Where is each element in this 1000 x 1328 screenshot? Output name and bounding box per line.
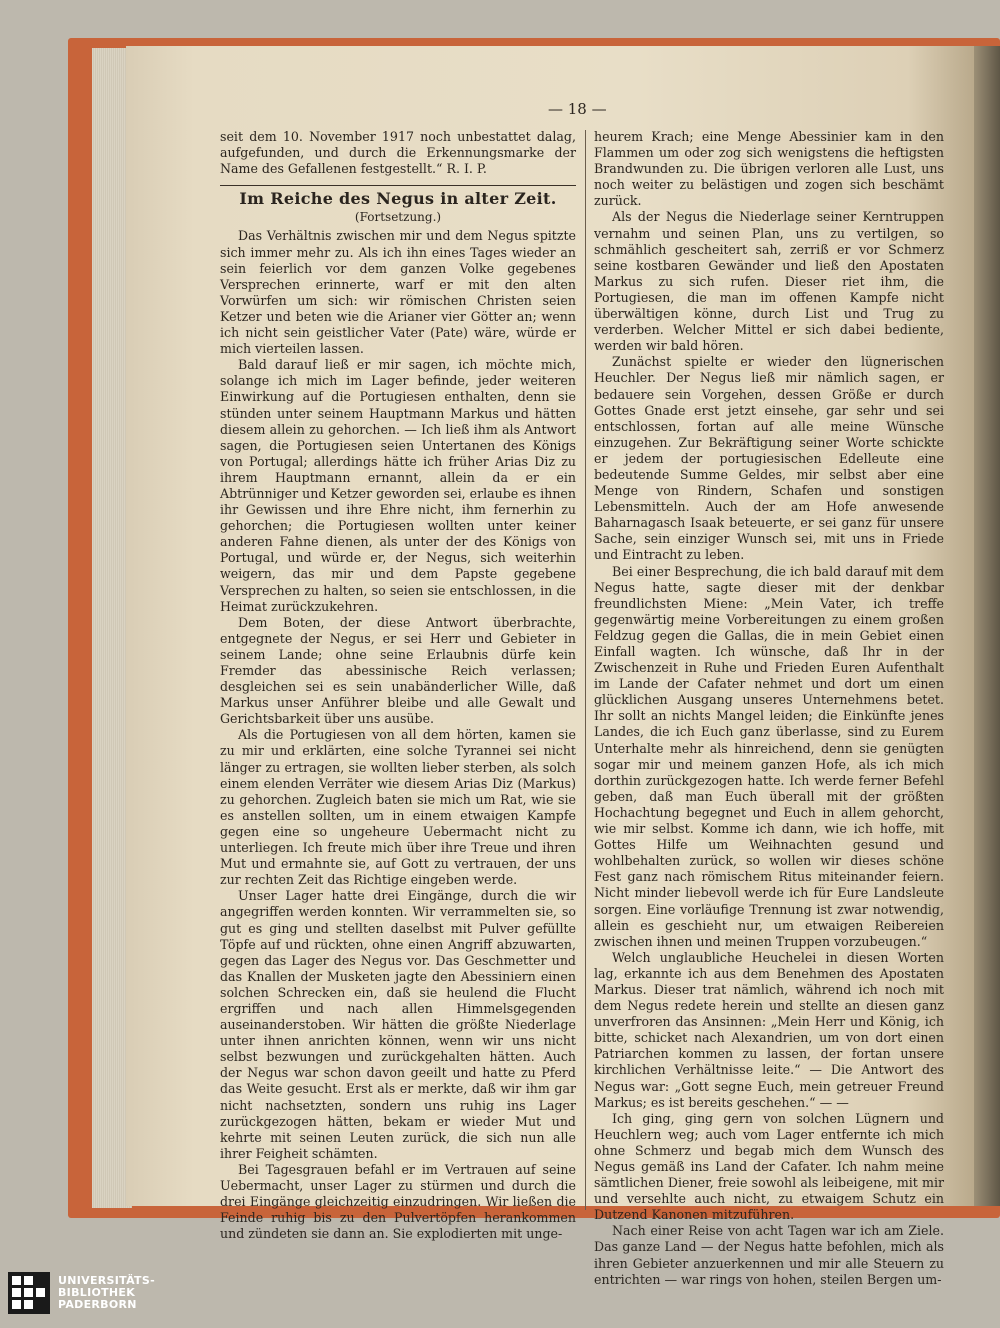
intro-paragraph: seit dem 10. November 1917 noch unbestattet dalag, aufgefunden, und durch die Erkennungsmarke der Name des Gefallenen festgestellt.“ R. I. P.	[220, 129, 576, 177]
paragraph: heurem Krach; eine Menge Abessinier kam in den Flammen um oder zog sich wenigstens die heftigsten Brandwunden zu. Die übrigen verloren alle Lust, uns noch weiter zu belästigen und zogen sich beschämt zurück.	[594, 129, 944, 209]
paragraph: Dem Boten, der diese Antwort überbrachte, entgegnete der Negus, er sei Herr und Gebieter in seinem Lande; ohne seine Erlaubnis dürfe kein Fremder das abessinische Reich verlassen; desgleichen sei es sein unabänderlicher Wille, daß Markus unser Anführer bleibe und alle Gewalt und Gerichtsbarkeit über uns ausübe.	[220, 614, 576, 727]
left-column	[220, 129, 576, 1242]
column-divider	[585, 130, 586, 1210]
paragraph: Bei einer Besprechung, die ich bald darauf mit dem Negus hatte, sagte dieser mit der denkbar freundlichsten Miene: „Mein Vater, ich treffe gegenwärtig meine Vorbereitungen zu einem großen Feldzug gegen die Gallas, die in mein Gebiet einen Einfall wagten. Ich wünsche, daß Ihr in der Zwischenzeit in Ruhe und Frieden Euren Aufenthalt im Lande der Cafater nehmet und dort um einen glücklichen Ausgang unseres Unternehmens betet. Ihr sollt an nichts Mangel leiden; die Einkünfte jenes Landes, die ich Euch ganz überlasse, sind zu Eurem Unterhalte mehr als hinreichend, denn sie genügten sogar mir und meinem ganzen Hofe, als ich mich dorthin zurückgezogen hatte. Ich werde ferner Befehl geben, daß man Euch überall mit der größten Hochachtung begegnet und Euch in allem gehorcht, wie mir selbst. Komme ich dann, wie ich hoffe, mit Gottes Hilfe um Weihnachten gesund und wohlbehalten zurück, so wollen wir dieses schöne Fest ganz nach römischem Ritus miteinander feiern. Nicht minder liebevoll werde ich für Eure Landsleute sorgen. Eine vorläufige Trennung ist zwar notwendig, allein es geschieht nur, um etwaigen Reibereien zwischen ihnen und meinen Truppen vorzubeugen.“	[594, 563, 944, 949]
paragraph: Das Verhältnis zwischen mir und dem Negus spitzte sich immer mehr zu. Als ich ihn eines Tages wieder an sein feierlich vor dem ganzen Volke gegebenes Versprechen erinnerte, warf er mit den alten Vorwürfen um sich: wir römischen Christen seien Ketzer und beten wie die Arianer vier Götter an; wenn ich nicht sein geistlicher Vater (Pate) wäre, würde er mich vierteilen lassen.	[220, 228, 576, 357]
paragraph: Als der Negus die Niederlage seiner Kerntruppen vernahm und seinen Plan, uns zu vertilgen, so schmählich gescheitert sah, zerriß er vor Schmerz seine kostbaren Gewänder und ließ den Apostaten Markus zu sich rufen. Dieser riet ihm, die Portugiesen, die man im offenen Kampfe nicht überwältigen könne, durch List und Trug zu verderben. Welcher Mittel er sich dabei bediente, werden wir bald hören.	[594, 209, 944, 354]
article-subhead: (Fortsetzung.)	[354, 210, 442, 225]
article-headline: Im Reiche des Negus in alter Zeit.	[239, 189, 557, 209]
library-logo	[8, 1272, 155, 1314]
book-gutter	[974, 46, 1000, 1206]
paragraph: Ich ging, ging gern von solchen Lügnern und Heuchlern weg; auch vom Lager entfernte ich mich ohne Schmerz und begab mich dem Wunsch des Negus gemäß ins Land der Cafater. Ich nahm meine sämtlichen Diener, freie sowohl als leibeigene, mit mir und versehlte auch nicht, zu etwaigem Schutz ein Dutzend Kanonen mitzuführen.	[594, 1110, 944, 1223]
library-name-line: UNIVERSITÄTS-	[58, 1274, 155, 1287]
library-logo-icon	[8, 1272, 50, 1314]
paragraph: Bei Tagesgrauen befahl er im Vertrauen auf seine Uebermacht, unser Lager zu stürmen und durch die drei Eingänge gleichzeitig einzudringen. Wir ließen die Feinde ruhig bis zu den Pulvertöpfen herankommen und zündeten sie dann an. Sie explodierten mit unge-	[220, 1161, 576, 1242]
paragraph: Zunächst spielte er wieder den lügnerischen Heuchler. Der Negus ließ mir nämlich sagen, er bedauere sein Vorgehen, dessen Größe er durch Gottes Gnade erst jetzt einsehe, gar sehr und sei entschlossen, fortan auf alle meine Wünsche einzugehen. Zur Bekräftigung seiner Worte schickte er jedem der portugiesischen Edelleute eine bedeutende Summe Geldes, mir selbst aber eine Menge von Rindern, Schafen und sonstigen Lebensmitteln. Auch der am Hofe anwesende Baharnagasch Isaak beteuerte, er sei ganz für unsere Sache, sein einziger Wunsch sei, mit uns in Friede und Eintracht zu leben.	[594, 354, 944, 563]
paragraph: Unser Lager hatte drei Eingänge, durch die wir angegriffen werden konnten. Wir verrammelten sie, so gut es ging und stellten daselbst mit Pulver gefüllte Töpfe auf und rückten, ohne einen Angriff abzuwarten, gegen das Lager des Negus vor. Das Geschmetter und das Knallen der Musketen jagte den Abessiniern einen solchen Schrecken ein, daß sie heulend die Flucht ergriffen und nach allen Himmelsgegenden auseinanderstoben. Wir hätten die größte Niederlage unter ihnen anrichten können, wenn wir uns nicht selbst bezwungen und zurückgehalten hätten. Auch der Negus war schon davon geeilt und hatte zu Pferd das Weite gesucht. Erst als er merkte, daß wir ihm gar nicht nachsetzten, sondern uns ruhig ins Lager zurückgezogen hätten, bekam er wieder Mut und kehrte mit seinen Leuten zurück, die sich nun alle ihrer Feigheit schämten.	[220, 888, 576, 1161]
page-number: — 18 —	[548, 100, 607, 118]
library-name	[58, 1275, 155, 1311]
paragraph: Welch unglaubliche Heuchelei in diesen Worten lag, erkannte ich aus dem Benehmen des Apostaten Markus. Dieser trat nämlich, während ich noch mit dem Negus redete herein und stellte an diesen ganz unverfroren das Ansinnen: „Mein Herr und König, ich bitte, schicket nach Alexandrien, um von dort einen Patriarchen kommen zu lassen, der fortan unsere kirchlichen Verhältnisse leite.“ — Die Antwort des Negus war: „Gott segne Euch, mein getreuer Freund Markus; es ist bereits geschehen.“ — —	[594, 949, 944, 1110]
paragraph: Bald darauf ließ er mir sagen, ich möchte mich, solange ich mich im Lager befinde, jeder weiteren Einwirkung auf die Portugiesen enthalten, denn sie stünden unter seinem Hauptmann Markus und hätten diesem allein zu gehorchen. — Ich ließ ihm als Antwort sagen, die Portugiesen seien Untertanen des Königs von Portugal; allerdings hätte ich früher Arias Diz zu ihrem Hauptmann ernannt, allein da er ein Abtrünniger und Ketzer geworden sei, erlaube es ihnen ihr Gewissen und ihre Ehre nicht, ihm fernerhin zu gehorchen; die Portugiesen wollten unter keiner anderen Fahne dienen, als unter der des Königs von Portugal, und würde er, der Negus, sich weiterhin weigern, das mir und dem Papste gegebene Versprechen zu halten, so seien sie entschlossen, in die Heimat zurückzukehren.	[220, 357, 576, 614]
library-name-line: BIBLIOTHEK	[58, 1286, 136, 1299]
section-rule	[220, 185, 576, 186]
right-column	[594, 129, 944, 1288]
library-name-line: PADERBORN	[58, 1298, 137, 1311]
paragraph: Nach einer Reise von acht Tagen war ich am Ziele. Das ganze Land — der Negus hatte befohlen, mich als ihren Gebieter anzuerkennen und mir alle Steuern zu entrichten — war rings von hohen, steilen Bergen um-	[594, 1223, 944, 1287]
paragraph: Als die Portugiesen von all dem hörten, kamen sie zu mir und erklärten, eine solche Tyrannei sei nicht länger zu ertragen, sie wollten lieber sterben, als solch einem elenden Verräter wie diesem Arias Diz (Markus) zu gehorchen. Zugleich baten sie mich um Rat, wie sie es anstellen sollten, um in einem etwaigen Kampfe gegen eine so ungeheure Uebermacht nicht zu unterliegen. Ich freute mich über ihre Treue und ihren Mut und ermahnte sie, auf Gott zu vertrauen, der uns zur rechten Zeit das Richtige eingeben werde.	[220, 727, 576, 888]
